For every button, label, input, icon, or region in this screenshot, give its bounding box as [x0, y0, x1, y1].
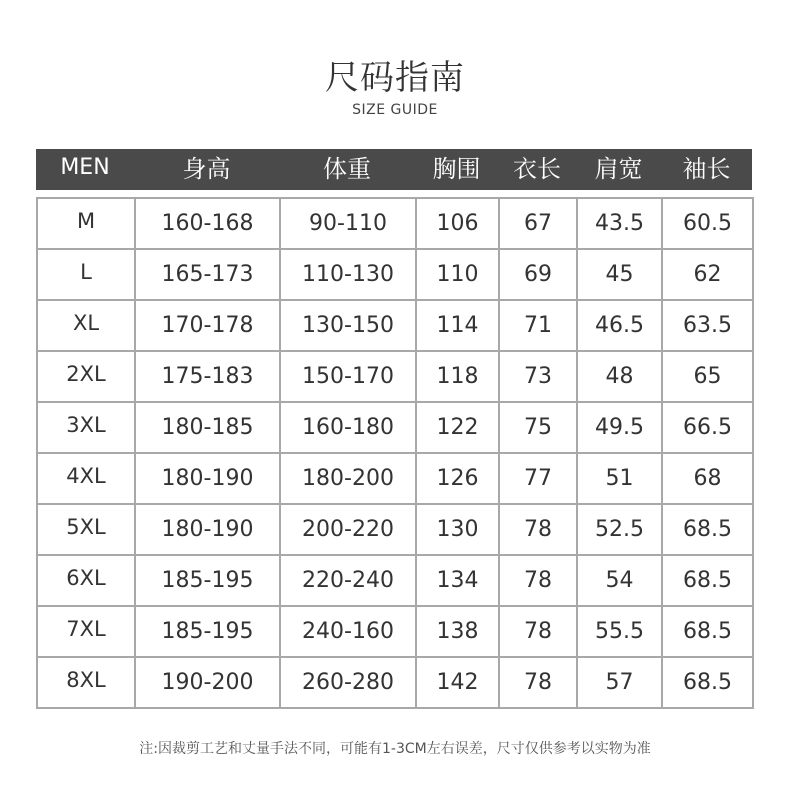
cell-height: 170-178: [135, 300, 280, 351]
cell-length: 78: [499, 555, 577, 606]
cell-sleeve: 68: [662, 453, 753, 504]
cell-chest: 106: [416, 198, 499, 249]
footnote: 注:因裁剪工艺和丈量手法不同，可能有1-3CM左右误差，尺寸仅供参考以实物为准: [139, 741, 651, 757]
cell-shoulder: 57: [577, 657, 662, 708]
header-sleeve: 袖长: [682, 155, 731, 183]
cell-shoulder: 45: [577, 249, 662, 300]
cell-weight: 130-150: [280, 300, 416, 351]
cell-sleeve: 60.5: [662, 198, 753, 249]
table-body: [37, 198, 753, 708]
cell-length: 77: [499, 453, 577, 504]
cell-size: 8XL: [37, 657, 135, 708]
cell-size: XL: [37, 300, 135, 351]
cell-weight: 150-170: [280, 351, 416, 402]
cell-size: 6XL: [37, 555, 135, 606]
cell-sleeve: 63.5: [662, 300, 753, 351]
cell-sleeve: 62: [662, 249, 753, 300]
cell-shoulder: 51: [577, 453, 662, 504]
size-table: [36, 197, 754, 709]
table-row: [37, 402, 753, 453]
table-row: [37, 657, 753, 708]
cell-shoulder: 52.5: [577, 504, 662, 555]
cell-length: 75: [499, 402, 577, 453]
cell-length: 78: [499, 504, 577, 555]
cell-weight: 160-180: [280, 402, 416, 453]
cell-shoulder: 46.5: [577, 300, 662, 351]
cell-size: 3XL: [37, 402, 135, 453]
cell-chest: 122: [416, 402, 499, 453]
header-length: 衣长: [513, 155, 561, 183]
cell-weight: 240-160: [280, 606, 416, 657]
cell-chest: 110: [416, 249, 499, 300]
header-shoulder: 肩宽: [594, 155, 643, 183]
table-row: [37, 453, 753, 504]
cell-weight: 260-280: [280, 657, 416, 708]
cell-length: 71: [499, 300, 577, 351]
header-size: MEN: [60, 155, 110, 180]
cell-length: 78: [499, 657, 577, 708]
cell-chest: 142: [416, 657, 499, 708]
cell-chest: 114: [416, 300, 499, 351]
cell-weight: 200-220: [280, 504, 416, 555]
cell-height: 180-190: [135, 504, 280, 555]
table-row: [37, 198, 753, 249]
cell-height: 180-190: [135, 453, 280, 504]
cell-shoulder: 55.5: [577, 606, 662, 657]
table-row: [37, 504, 753, 555]
cell-height: 165-173: [135, 249, 280, 300]
cell-size: 7XL: [37, 606, 135, 657]
table-header-bar: [36, 149, 752, 190]
cell-sleeve: 68.5: [662, 504, 753, 555]
cell-length: 78: [499, 606, 577, 657]
cell-size: M: [37, 198, 135, 249]
page-subtitle: SIZE GUIDE: [352, 102, 438, 118]
cell-shoulder: 43.5: [577, 198, 662, 249]
cell-size: 5XL: [37, 504, 135, 555]
cell-sleeve: 65: [662, 351, 753, 402]
cell-weight: 90-110: [280, 198, 416, 249]
cell-height: 185-195: [135, 606, 280, 657]
cell-sleeve: 68.5: [662, 606, 753, 657]
page-title: 尺码指南: [325, 58, 465, 98]
table-row: [37, 555, 753, 606]
cell-length: 69: [499, 249, 577, 300]
table-row: [37, 249, 753, 300]
cell-weight: 180-200: [280, 453, 416, 504]
cell-height: 180-185: [135, 402, 280, 453]
cell-height: 160-168: [135, 198, 280, 249]
cell-weight: 220-240: [280, 555, 416, 606]
cell-height: 175-183: [135, 351, 280, 402]
cell-length: 73: [499, 351, 577, 402]
cell-size: 2XL: [37, 351, 135, 402]
cell-chest: 126: [416, 453, 499, 504]
cell-sleeve: 66.5: [662, 402, 753, 453]
table-row: [37, 300, 753, 351]
cell-chest: 134: [416, 555, 499, 606]
cell-shoulder: 54: [577, 555, 662, 606]
table-row: [37, 351, 753, 402]
cell-size: L: [37, 249, 135, 300]
cell-height: 190-200: [135, 657, 280, 708]
header-chest: 胸围: [432, 155, 481, 183]
header-weight: 体重: [323, 155, 371, 183]
cell-weight: 110-130: [280, 249, 416, 300]
cell-chest: 130: [416, 504, 499, 555]
cell-chest: 138: [416, 606, 499, 657]
cell-shoulder: 49.5: [577, 402, 662, 453]
cell-sleeve: 68.5: [662, 555, 753, 606]
cell-chest: 118: [416, 351, 499, 402]
table-row: [37, 606, 753, 657]
header-height: 身高: [182, 155, 231, 183]
cell-height: 185-195: [135, 555, 280, 606]
cell-shoulder: 48: [577, 351, 662, 402]
cell-size: 4XL: [37, 453, 135, 504]
cell-length: 67: [499, 198, 577, 249]
cell-sleeve: 68.5: [662, 657, 753, 708]
